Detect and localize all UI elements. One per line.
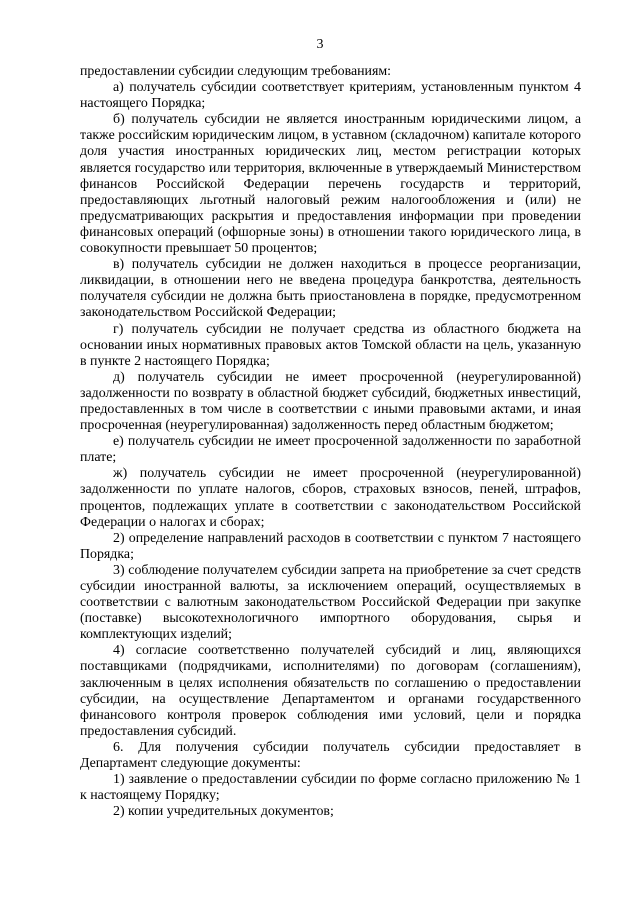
paragraph: 2) копии учредительных документов;: [113, 804, 334, 820]
paragraph: 2) определение направлений расходов в соответствии с пунктом 7 настоящего Порядка;: [80, 530, 581, 562]
paragraph: предоставлении субсидии следующим требованиям:: [80, 64, 392, 79]
page-number: 3: [316, 37, 324, 52]
paragraph: 6. Для получения субсидии получатель субсидии предоставляет в Департамент следующие документы:: [80, 739, 581, 772]
paragraph: д) получатель субсидии не имеет просроченной (неурегулированной) задолженности по возврату в областной бюджет субсидий, бюджетных инвестиций, предоставленных в том числе в соответствии с иными правовыми актами, и иная просроченная (неурегулированная) задолженность перед областным бюджетом;: [80, 369, 581, 434]
paragraph: б) получатель субсидии не является иностранным юридическими лицом, а также российским юридическим лицом, в уставном (складочном) капитале которого доля участия иностранных юридических лиц, местом регистрации которых является государство или территория, включенные в утверждаемый Министерством финансов Российской Федерации перечень государств и территорий, предоставляющих льготный налоговый режим налогообложения и (или) не предусматривающих раскрытия и предоставления информации при проведении финансовых операций (офшорные зоны) в отношении такого юридического лица, в совокупности превышает 50 процентов;: [80, 112, 581, 257]
paragraph: 1) заявление о предоставлении субсидии по форме согласно приложению № 1 к настоящему Порядку;: [80, 772, 581, 804]
paragraph: 4) согласие соответственно получателей субсидий и лиц, являющихся поставщиками (подрядчиками, исполнителями) по договорам (соглашениям), заключенным в целях исполнения обязательств по соглашению о предоставлении субсидии, на осуществление Департаментом и органами государственного финансового контроля проверок соблюдения ими условий, цели и порядка предоставления субсидий.: [80, 643, 581, 739]
document-body: [80, 64, 581, 820]
paragraph: е) получатель субсидии не имеет просроченной задолженности по заработной плате;: [80, 434, 581, 466]
paragraph: в) получатель субсидии не должен находиться в процессе реорганизации, ликвидации, в отношении него не введена процедура банкротства, деятельность получателя субсидии не должна быть приостановлена в порядке, предусмотренном законодательством Российской Федерации;: [80, 257, 581, 321]
paragraph: 3) соблюдение получателем субсидии запрета на приобретение за счет средств субсидии иностранной валюты, за исключением операций, осуществляемых в соответствии с валютным законодательством Российской Федерации при закупке (поставке) высокотехнологичного импортного оборудования, сырья и комплектующих изделий;: [80, 562, 581, 643]
paragraph: ж) получатель субсидии не имеет просроченной (неурегулированной) задолженности по уплате налогов, сборов, страховых взносов, пеней, штрафов, процентов, подлежащих уплате в соответствии с законодательством Российской Федерации о налогах и сборах;: [80, 466, 581, 530]
paragraph: г) получатель субсидии не получает средства из областного бюджета на основании иных нормативных правовых актов Томской области на цель, указанную в пункте 2 настоящего Порядка;: [80, 321, 581, 369]
paragraph: а) получатель субсидии соответствует критериям, установленным пунктом 4 настоящего Порядка;: [80, 80, 581, 112]
